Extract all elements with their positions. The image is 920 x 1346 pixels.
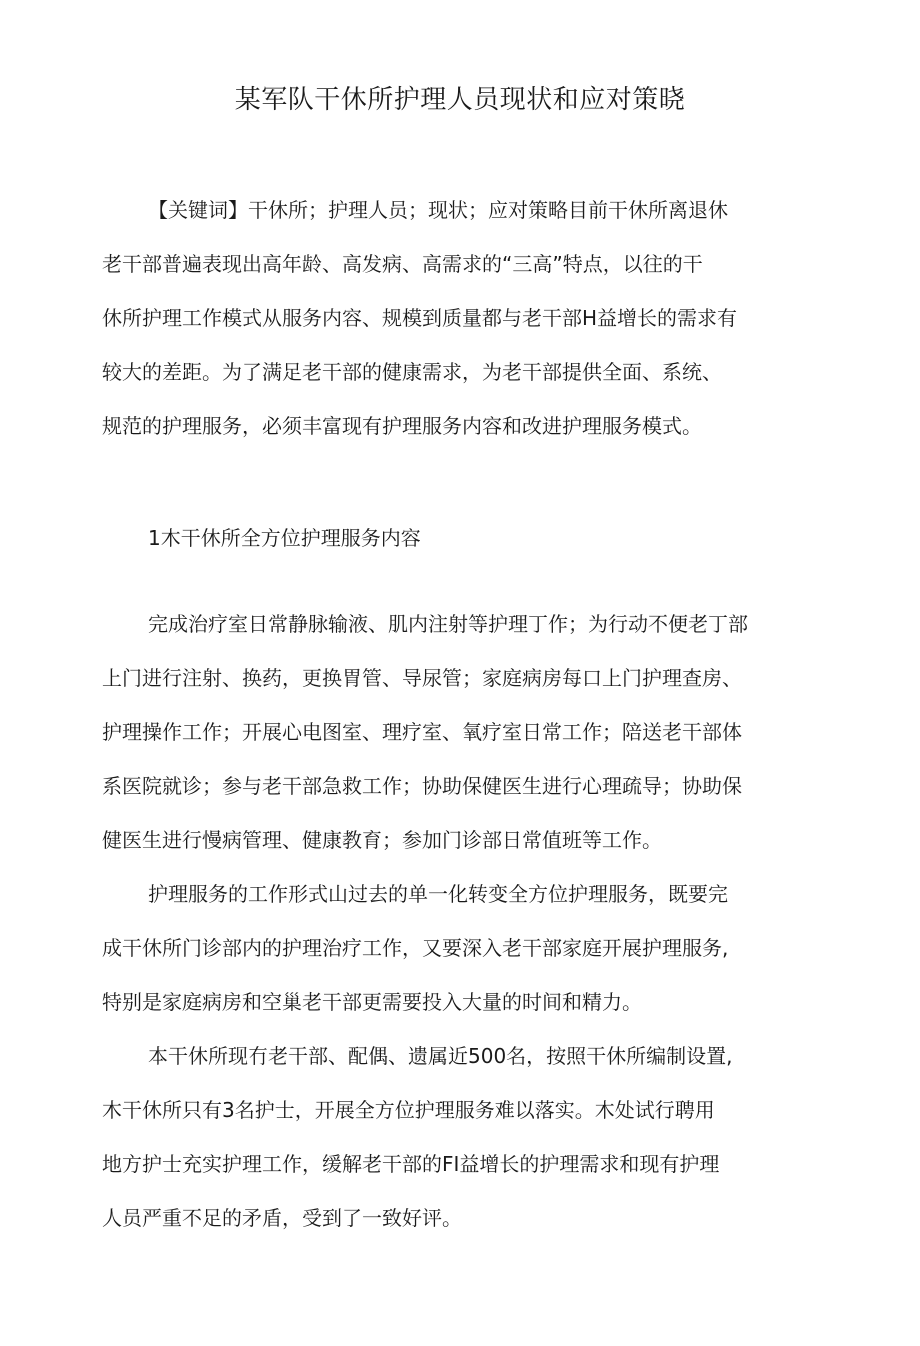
paragraph-line: 本干休所现冇老干部、配偶、遗属近500名，按照干休所编制设置, [148, 1044, 733, 1068]
abstract-line: 较大的差距。为了满足老干部的健康需求，为老干部提供全面、系统、 [102, 360, 722, 384]
paragraph-line: 木干休所只有3名护士，开展全方位护理服务难以落实。木处试行聘用 [102, 1098, 715, 1122]
paragraph-line: 成干休所门诊部内的护理治疗工作，又要深入老干部家庭开展护理服务, [102, 936, 729, 960]
paragraph-line: 系医院就诊；参与老干部急救工作；协助保健医生进行心理疏导；协助保 [102, 774, 742, 798]
abstract-line: 规范的护理服务，必须丰富现有护理服务内容和改进护理服务模式。 [102, 414, 702, 438]
paragraph-line: 护理服务的工作形式山过去的单一化转变全方位护理服务，既要完 [148, 882, 728, 906]
abstract-line: 休所护理工作模式从服务内容、规模到质量都与老干部H益增长的需求有 [102, 306, 738, 330]
paragraph-line: 上门进行注射、换药，更换胃管、导尿管；家庭病房每口上门护理查房、 [102, 666, 742, 690]
paragraph-line: 完成治疗室日常静脉输液、肌内注射等护理丁作；为行动不便老丁部 [148, 612, 748, 636]
paragraph-line: 健医生进行慢病管理、健康教育；参加门诊部日常值班等工作。 [102, 828, 662, 852]
paragraph-line: 特别是家庭病房和空巢老干部更需要投入大量的时间和精力。 [102, 990, 642, 1014]
document-title: 某军队干休所护理人员现状和应对策晓 [234, 85, 686, 115]
paragraph-line: 人员严重不足的矛盾，受到了一致好评。 [102, 1206, 462, 1230]
abstract-line: 老干部普遍表现出高年龄、高发病、高需求的“三高”特点，以往的干 [102, 252, 703, 276]
paragraph-line: 护理操作工作；开展心电图室、理疗室、氧疗室日常工作；陪送老干部体 [102, 720, 742, 744]
paragraph-line: 地方护士充实护理工作，缓解老干部的FI益增长的护理需求和现有护理 [102, 1152, 720, 1176]
abstract-line: 【关键词】干休所；护理人员；现状；应对策略目前干休所离退休 [148, 198, 728, 222]
section-heading: 1木干休所全方位护理服务内容 [148, 526, 421, 550]
